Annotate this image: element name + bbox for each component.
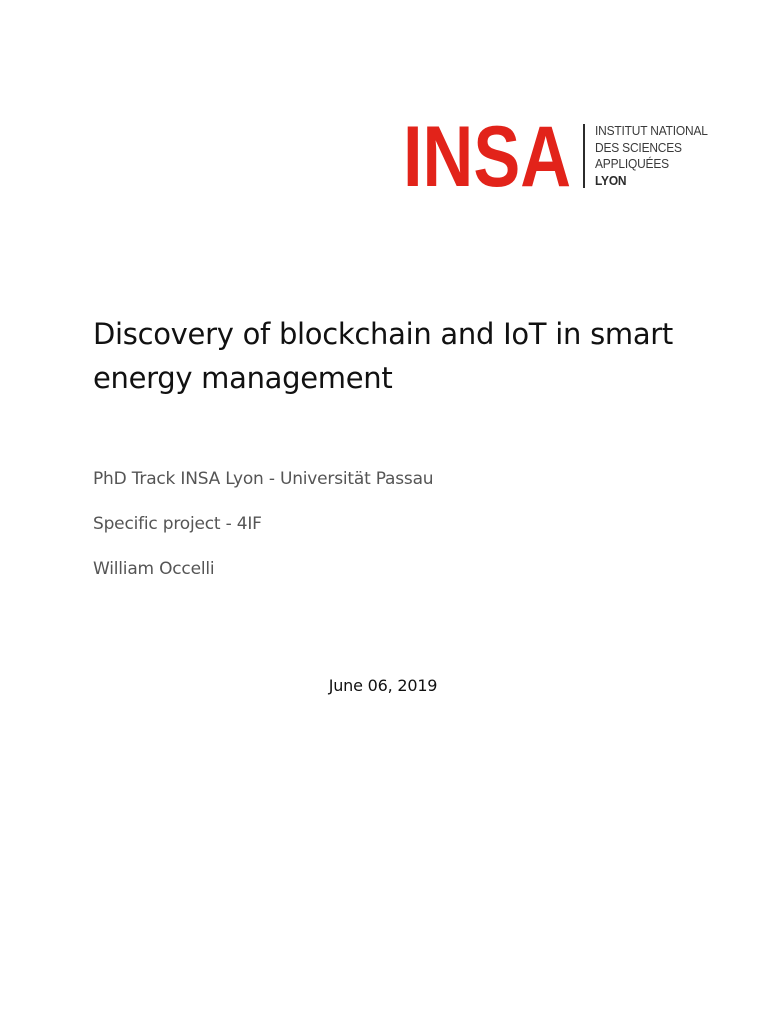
track-line: PhD Track INSA Lyon - Universität Passau [93, 469, 434, 489]
logo-line-3: APPLIQUÉES [595, 156, 669, 171]
insa-wordmark-logo [403, 123, 575, 189]
author-line: William Occelli [93, 559, 215, 579]
logo-line-4: LYON [595, 172, 627, 188]
svg-text:INSA: INSA [403, 123, 571, 189]
document-title: Discovery of blockchain and IoT in smart energy management [93, 317, 673, 395]
logo-line-1: INSTITUT NATIONAL [595, 123, 708, 138]
document-date: June 06, 2019 [328, 676, 438, 695]
logo-institution-text [595, 123, 708, 189]
logo-divider [583, 124, 585, 188]
project-line: Specific project - 4IF [93, 514, 262, 534]
insa-lyon-logo [403, 122, 718, 190]
logo-line-2: DES SCIENCES [595, 139, 682, 155]
